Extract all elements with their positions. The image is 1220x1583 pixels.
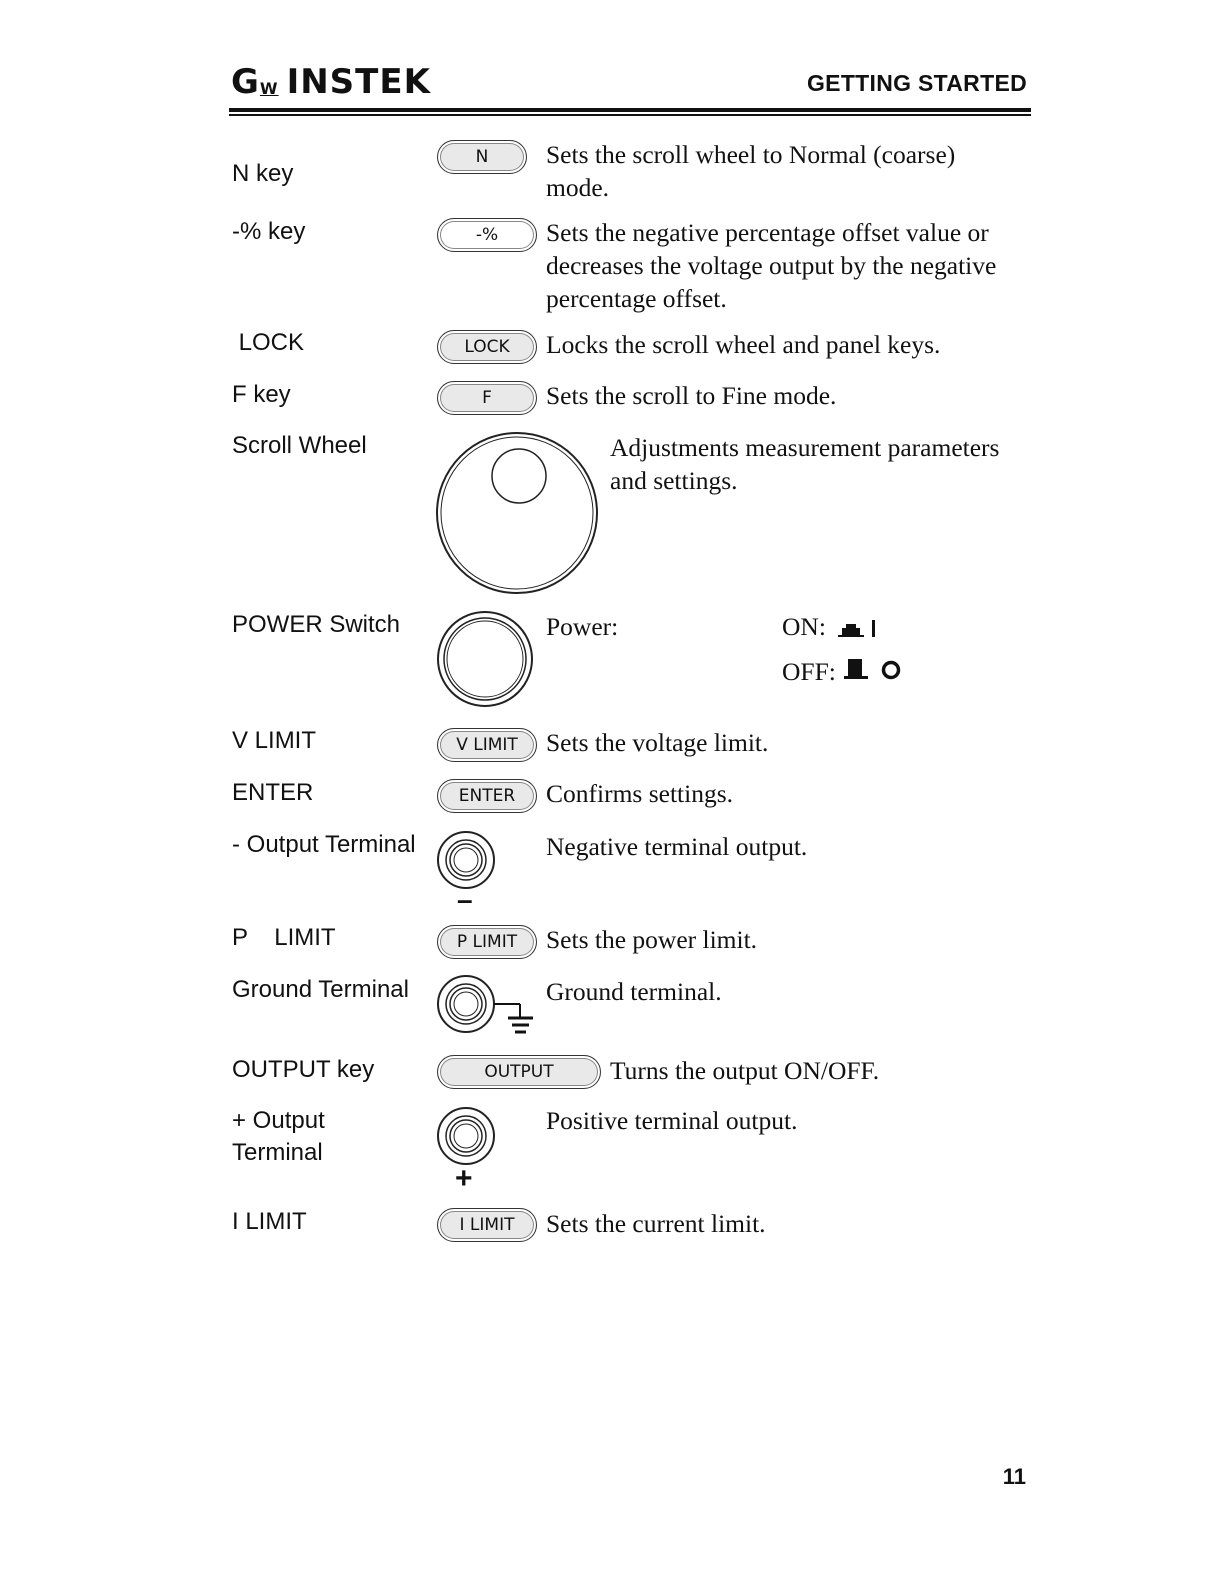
- page-number: 11: [1002, 1464, 1026, 1489]
- row-label-negative-output-terminal: - Output Terminal: [232, 831, 416, 858]
- scroll-wheel-icon: [434, 430, 602, 596]
- enter-key-icon: ENTER: [437, 779, 537, 813]
- row-label-v-limit: V LIMIT: [232, 727, 317, 754]
- row-label-enter: ENTER: [232, 779, 314, 806]
- row-desc-f-key: Sets the scroll to Fine mode.: [546, 381, 837, 410]
- minus-percent-key-icon: -%: [437, 218, 537, 252]
- row-label-scroll-wheel: Scroll Wheel: [232, 432, 367, 459]
- power-on-symbol-icon: [838, 614, 883, 644]
- row-label-positive-output-terminal: + Output Terminal: [232, 1107, 325, 1166]
- logo-text-w: W: [259, 79, 279, 98]
- n-key-icon: N: [437, 140, 527, 174]
- row-desc-p-limit: Sets the power limit.: [546, 925, 758, 954]
- row-desc-ground-terminal: Ground terminal.: [546, 977, 722, 1006]
- p-limit-key-icon: P LIMIT: [437, 925, 537, 959]
- row-desc-scroll-wheel: Adjustments measurement parameters and settings.: [610, 433, 1000, 495]
- i-limit-key-icon: I LIMIT: [437, 1208, 537, 1242]
- brand-logo: [231, 62, 431, 102]
- power-switch-icon: [436, 609, 538, 711]
- row-desc-minus-percent-key: Sets the negative percentage offset value or decreases the voltage output by the negative percentage offset.: [546, 218, 997, 313]
- row-desc-enter: Confirms settings.: [546, 779, 734, 808]
- header-rule-thin: [229, 114, 1031, 116]
- row-desc-output-key: Turns the output ON/OFF.: [610, 1056, 880, 1085]
- row-label-f-key: F key: [232, 381, 291, 408]
- row-desc-positive-output-terminal: Positive terminal output.: [546, 1106, 798, 1135]
- output-key-icon: OUTPUT: [437, 1055, 601, 1089]
- negative-terminal-symbol: –: [457, 884, 473, 915]
- f-key-icon: F: [437, 381, 537, 415]
- v-limit-key-icon: V LIMIT: [437, 728, 537, 762]
- lock-key-icon: LOCK: [437, 330, 537, 364]
- row-desc-lock: Locks the scroll wheel and panel keys.: [546, 330, 941, 359]
- row-label-power-switch: POWER Switch: [232, 611, 401, 638]
- row-desc-i-limit: Sets the current limit.: [546, 1209, 766, 1238]
- row-label-output-key: OUTPUT key: [232, 1056, 375, 1083]
- section-title: GETTING STARTED: [806, 70, 1027, 96]
- row-label-ground-terminal: Ground Terminal: [232, 976, 409, 1003]
- row-desc-n-key: Sets the scroll wheel to Normal (coarse) mode.: [546, 140, 956, 202]
- ground-terminal-icon: [436, 974, 540, 1040]
- negative-terminal-icon: [436, 830, 498, 892]
- row-label-n-key: N key: [232, 160, 294, 187]
- row-desc-power-switch: Power:: [546, 612, 619, 641]
- row-label-i-limit: I LIMIT: [232, 1208, 307, 1235]
- row-label-p-limit: P LIMIT: [232, 924, 336, 951]
- positive-terminal-icon: [436, 1106, 498, 1168]
- row-desc-negative-output-terminal: Negative terminal output.: [546, 832, 808, 861]
- logo-text-instek: INSTEK: [286, 62, 431, 102]
- power-on-label: ON:: [782, 612, 826, 641]
- power-off-label: OFF:: [782, 657, 836, 686]
- logo-text-g: G: [231, 62, 260, 102]
- row-label-minus-percent-key: -% key: [232, 218, 306, 245]
- row-desc-v-limit: Sets the voltage limit.: [546, 728, 769, 757]
- header-rule-thick: [229, 108, 1031, 112]
- positive-terminal-symbol: +: [455, 1162, 473, 1195]
- power-off-symbol-icon: [844, 657, 904, 685]
- row-label-lock: LOCK: [232, 329, 305, 356]
